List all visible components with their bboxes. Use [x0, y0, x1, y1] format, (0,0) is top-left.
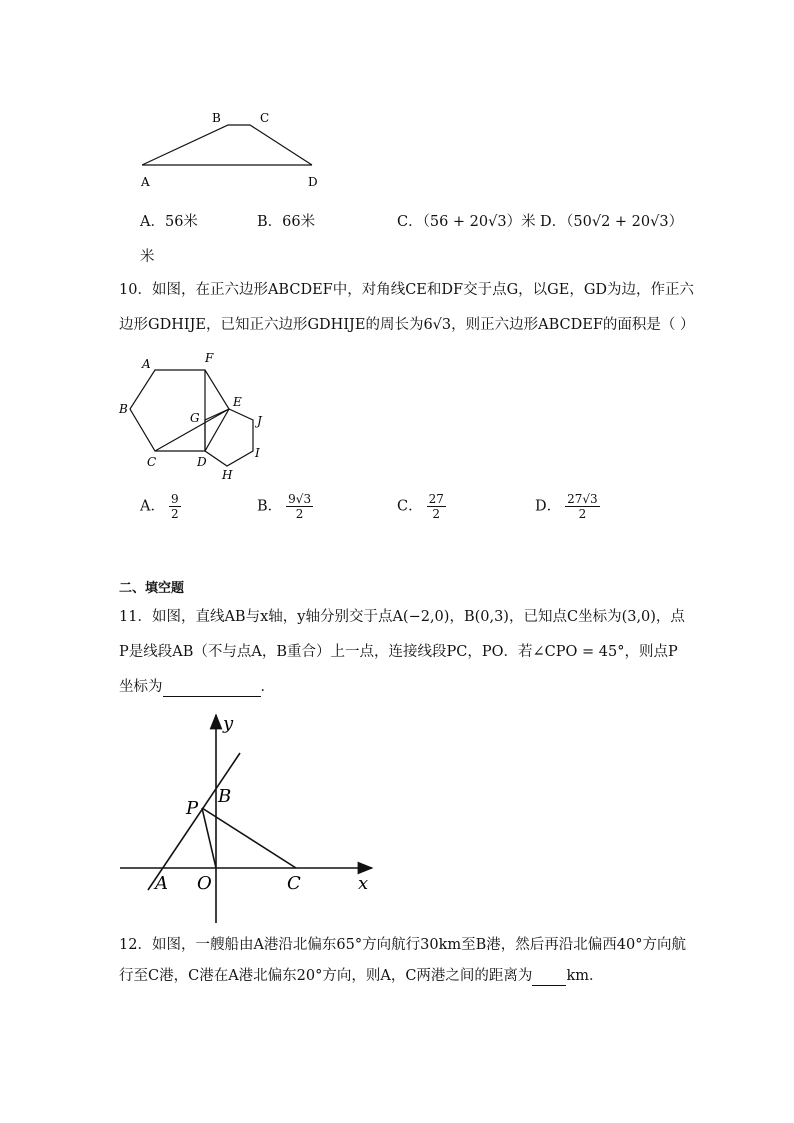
q9-trapezoid-figure	[130, 105, 330, 195]
q10-option-c: C． $\frac{27}{2}$	[397, 492, 444, 521]
q10-stem-line2: 边形GDHIJE，已知正六边形GDHIJE的周长为6√3，则正六边形ABCDEF的面积是（ ）	[119, 317, 695, 333]
label-H: H	[222, 468, 233, 482]
label-P: P	[186, 798, 199, 819]
label-D: D	[308, 175, 318, 189]
label-B: B	[212, 111, 221, 125]
label-A: A	[142, 357, 151, 371]
q12-stem-line1: 12．如图，一艘船由A港沿北偏东65°方向航行30km至B港，然后再沿北偏西40°方向航	[119, 937, 686, 953]
fraction: $\frac{9}{2}$	[170, 492, 179, 521]
q11-coordinate-figure	[110, 705, 385, 930]
q9-option-d-unit: 米	[140, 249, 155, 265]
q9-option-d-expr: 50√2 + 20√3	[573, 214, 669, 230]
label-G: G	[190, 411, 200, 425]
label-F: F	[205, 351, 214, 365]
q10-hexagon-figure	[115, 345, 285, 485]
q9-option-c: C．（56 + 20√3）米	[397, 214, 536, 230]
fraction: $\frac{27√3}{2}$	[567, 492, 598, 521]
label-J: J	[257, 414, 262, 428]
q11-stem-line1: 11．如图，直线AB与x轴，y轴分别交于点A(−2,0)，B(0,3)，已知点C坐标为(3,0)，点	[119, 609, 685, 625]
label-I: I	[255, 446, 260, 460]
q9-option-c-expr: 56 + 20√3	[429, 214, 507, 230]
line-AB	[148, 753, 240, 890]
label-E: E	[233, 395, 242, 409]
hexagon-ABCDEF	[130, 370, 229, 451]
label-y: y	[223, 713, 234, 734]
q11-stem-line3: 坐标为 ．	[119, 676, 275, 697]
q9-option-b: B．66米	[257, 214, 316, 230]
label-B: B	[218, 786, 232, 807]
q10-option-d: D． $\frac{27√3}{2}$	[535, 492, 598, 521]
q12-stem-line2: 行至C港，C港在A港北偏东20°方向，则A，C两港之间的距离为 km．	[119, 965, 603, 986]
q10-option-a: A． $\frac{9}{2}$	[140, 492, 179, 521]
label-A: A	[141, 175, 150, 189]
label-C: C	[147, 455, 157, 469]
answer-blank[interactable]	[163, 676, 261, 697]
q9-option-a: A．56米	[140, 214, 198, 230]
label-B: B	[119, 402, 128, 416]
label-C: C	[260, 111, 270, 125]
section-title: 二、填空题	[119, 581, 185, 596]
answer-blank[interactable]	[532, 965, 566, 986]
fraction: $\frac{27}{2}$	[428, 492, 444, 521]
fraction: $\frac{9√3}{2}$	[288, 492, 312, 521]
label-D: D	[197, 455, 207, 469]
q9-option-d: D．（50√2 + 20√3）	[540, 214, 684, 230]
label-O: O	[197, 873, 212, 894]
q10-stem-line1: 10．如图，在正六边形ABCDEF中，对角线CE和DF交于点G，以GE，GD为边，作正六	[119, 282, 695, 298]
label-C: C	[287, 873, 301, 894]
label-x: x	[358, 873, 369, 894]
segment-PO	[202, 808, 216, 868]
label-A: A	[155, 873, 168, 894]
trapezoid-sides	[142, 125, 312, 165]
q11-stem-line2: P是线段AB（不与点A，B重合）上一点，连接线段PC，PO．若∠CPO = 45°，则点P	[119, 644, 678, 660]
q10-option-b: B． $\frac{9√3}{2}$	[257, 492, 312, 521]
